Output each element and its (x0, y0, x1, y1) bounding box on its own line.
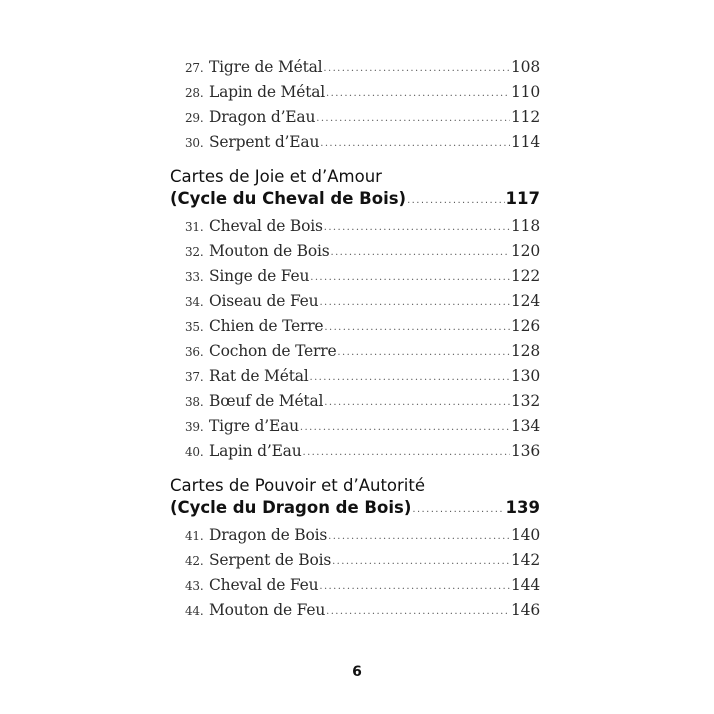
entry-number: 43. (185, 579, 204, 593)
dot-leader (331, 244, 510, 256)
toc-entry[interactable] (185, 58, 540, 83)
dot-leader (310, 369, 510, 381)
dot-leader (328, 528, 510, 540)
entry-page: 144 (511, 576, 540, 594)
toc-entry[interactable] (185, 442, 540, 467)
section-page: 139 (505, 498, 540, 517)
entry-title: Cochon de Terre (209, 342, 337, 360)
entry-number: 35. (185, 320, 204, 334)
toc-entry[interactable] (185, 551, 540, 576)
dot-leader (303, 444, 510, 456)
entry-page: 114 (511, 133, 540, 151)
entry-title: Dragon d’Eau (209, 108, 316, 126)
entry-number: 29. (185, 111, 204, 125)
toc-entry[interactable] (185, 133, 540, 158)
section-subtitle: (Cycle du Dragon de Bois) (170, 498, 412, 517)
entry-page: 140 (511, 526, 540, 544)
dot-leader (320, 135, 510, 147)
entry-page: 126 (511, 317, 540, 335)
entry-title: Chien de Terre (209, 317, 324, 335)
entry-page: 112 (511, 108, 540, 126)
entry-title: Serpent d’Eau (209, 133, 320, 151)
entry-number: 36. (185, 345, 204, 359)
section-page: 117 (505, 189, 540, 208)
entry-page: 132 (511, 392, 540, 410)
entry-page: 128 (511, 342, 540, 360)
entry-page: 134 (511, 417, 540, 435)
entry-title: Serpent de Bois (209, 551, 332, 569)
entry-number: 42. (185, 554, 204, 568)
toc-entry[interactable] (185, 392, 540, 417)
entry-title: Mouton de Bois (209, 242, 330, 260)
entry-title: Rat de Métal (209, 367, 309, 385)
entry-number: 38. (185, 395, 204, 409)
entry-title: Bœuf de Métal (209, 392, 324, 410)
dot-leader (319, 294, 510, 306)
section-subtitle: (Cycle du Cheval de Bois) (170, 189, 407, 208)
section-subtitle-row (170, 498, 540, 523)
dot-leader (310, 269, 510, 281)
entry-title: Dragon de Bois (209, 526, 328, 544)
entry-number: 28. (185, 86, 204, 100)
entry-title: Lapin d’Eau (209, 442, 302, 460)
toc-entry[interactable] (185, 342, 540, 367)
toc-entry[interactable] (185, 292, 540, 317)
toc-entry[interactable] (185, 217, 540, 242)
section-title: Cartes de Joie et d’Amour (170, 167, 382, 186)
entry-title: Tigre d’Eau (209, 417, 299, 435)
entry-number: 30. (185, 136, 204, 150)
entry-page: 124 (511, 292, 540, 310)
dot-leader (412, 501, 504, 513)
dot-leader (323, 60, 510, 72)
entry-number: 39. (185, 420, 204, 434)
section-heading-pouvoir-autorite[interactable] (170, 473, 540, 523)
entry-number: 31. (185, 220, 204, 234)
toc-entry[interactable] (185, 417, 540, 442)
toc-entry[interactable] (185, 576, 540, 601)
dot-leader (324, 394, 510, 406)
dot-leader (324, 219, 510, 231)
toc-entry[interactable] (185, 601, 540, 626)
entry-page: 120 (511, 242, 540, 260)
entry-number: 40. (185, 445, 204, 459)
dot-leader (324, 319, 510, 331)
entry-number: 41. (185, 529, 204, 543)
toc-entry[interactable] (185, 367, 540, 392)
toc-entry[interactable] (185, 242, 540, 267)
dot-leader (319, 578, 510, 590)
entry-number: 44. (185, 604, 204, 618)
entry-title: Cheval de Bois (209, 217, 323, 235)
entry-number: 34. (185, 295, 204, 309)
entry-title: Oiseau de Feu (209, 292, 319, 310)
entry-page: 110 (511, 83, 540, 101)
dot-leader (326, 85, 510, 97)
section-subtitle-row (170, 189, 540, 214)
entry-title: Singe de Feu (209, 267, 310, 285)
dot-leader (407, 192, 504, 204)
dot-leader (337, 344, 510, 356)
entry-title: Lapin de Métal (209, 83, 326, 101)
entry-page: 122 (511, 267, 540, 285)
toc-entry[interactable] (185, 267, 540, 292)
page-number: 6 (352, 664, 362, 680)
toc-entry[interactable] (185, 108, 540, 133)
entry-page: 118 (511, 217, 540, 235)
entry-title: Mouton de Feu (209, 601, 326, 619)
entry-number: 37. (185, 370, 204, 384)
toc-entry[interactable] (185, 317, 540, 342)
dot-leader (332, 553, 510, 565)
table-of-contents (170, 58, 540, 626)
entry-page: 142 (511, 551, 540, 569)
entry-page: 146 (511, 601, 540, 619)
entry-number: 33. (185, 270, 204, 284)
toc-entry[interactable] (185, 526, 540, 551)
entry-page: 108 (511, 58, 540, 76)
entry-page: 136 (511, 442, 540, 460)
toc-entry[interactable] (185, 83, 540, 108)
entry-title: Cheval de Feu (209, 576, 319, 594)
dot-leader (316, 110, 510, 122)
section-heading-joie-amour[interactable] (170, 164, 540, 214)
entry-page: 130 (511, 367, 540, 385)
entry-number: 32. (185, 245, 204, 259)
dot-leader (326, 603, 510, 615)
entry-number: 27. (185, 61, 204, 75)
dot-leader (300, 419, 510, 431)
section-title: Cartes de Pouvoir et d’Autorité (170, 476, 426, 495)
entry-title: Tigre de Métal (209, 58, 323, 76)
